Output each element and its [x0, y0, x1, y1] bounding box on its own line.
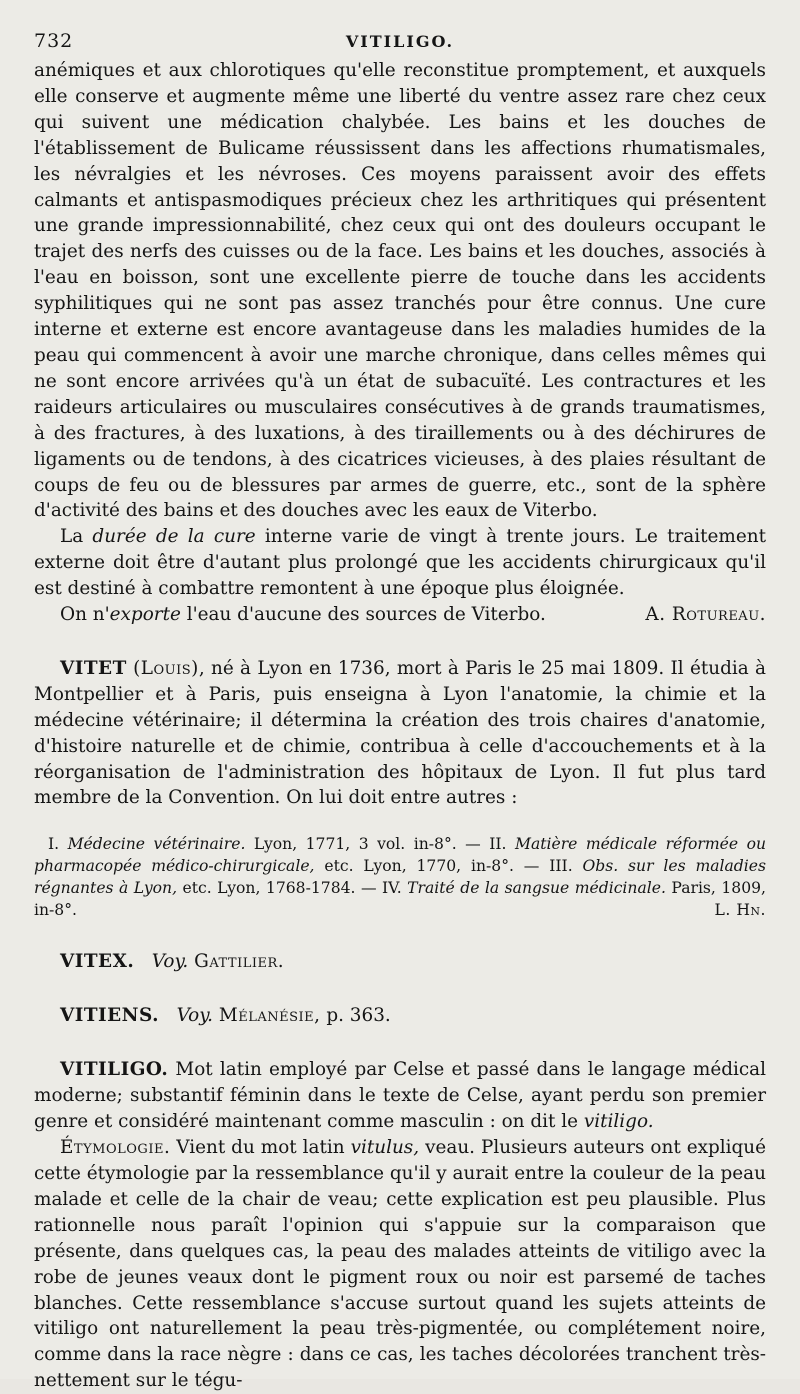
- vitet-bibliography: [34, 833, 766, 921]
- export-term: exporte: [109, 604, 181, 626]
- vitet-signature: L. Hn.: [714, 901, 766, 920]
- vitiens-entry: VITIENS. Voy. Mélanésie, p. 363.: [60, 1005, 391, 1027]
- vitiens-crossref: Mélanésie,: [218, 1005, 321, 1027]
- vitet-references: I. Médecine vétérinaire. Lyon, 1771, 3 vol. in-8°. — II. Matière médicale réformée ou pharmacopée médico-chirurgicale, etc. Lyon, 1770, in-8°. — III. Obs. sur les maladies régnantes à Lyon, etc. Lyon, 1768-1784. — IV. Traité de la sangsue médicinale. Paris, 1809, in-8°. L. Hn.: [34, 835, 767, 920]
- vitiligo-etymology: Étymologie. Vient du mot latin vitulus, veau. Plusieurs auteurs ont expliqué cette étymologie par la ressemblance qu'il y aurait entre la couleur de la peau malade et celle de la chair de veau; cette explication est peu plausible. Plus rationnelle nous paraît l'opinion qui s'appuie sur la comparaison que présente, dans quelques cas, la peau des malades atteints de vitiligo avec la robe de jeunes veaux dont le pigment roux ou noir est parsemé de taches blanches. Cette ressemblance s'accuse surtout quand les sujets atteints de vitiligo ont naturellement la peau très-pigmentée, ou complétement noire, comme dans la race nègre : dans ce cas, les taches décolorées tranchent très-nettement sur le tégu-: [34, 1137, 766, 1392]
- vitex-crossref: Gattilier.: [194, 951, 285, 973]
- cure-duration-term: durée de la cure: [92, 526, 256, 548]
- main-text: [34, 58, 766, 1394]
- viterbo-paragraph-3: On n'exporte l'eau d'aucune des sources de Viterbo. A. Rotureau.: [34, 602, 766, 628]
- viterbo-paragraph-1: anémiques et aux chlorotiques qu'elle reconstitue promptement, et auxquels elle conserve et augmente même une liberté du ventre assez rare chez ceux qui suivent une médication chalybée. Les bains et les douches de l'établissement de Bulicame réussissent dans les affections rhumatismales, les névralgies et les névroses. Ces moyens paraissent avoir des effets calmants et antispasmodiques précieux chez les arthritiques qui présentent une grande impressionnabilité, chez ceux qui ont des douleurs occupant le trajet des nerfs des cuisses ou de la face. Les bains et les douches, associés à l'eau en boisson, sont une excellente pierre de touche dans les accidents syphilitiques qui ne sont pas assez tranchés pour être connus. Une cure interne et externe est encore avantageuse dans les maladies humides de la peau qui commencent à avoir une marche chronique, dans celles mêmes qui ne sont encore arrivées qu'à un état de subacuïté. Les contractures et les raideurs articulaires ou musculaires consécutives à de grands traumatismes, à des fractures, à des luxations, à des tiraillements ou à des déchirures de ligaments ou de tendons, à des cicatrices vicieuses, à des plaies résultant de coups de feu ou de blessures par armes de guerre, etc., sont de la sphère d'activité des bains et des douches avec les eaux de Viterbo.: [34, 60, 766, 522]
- vitex-entry: VITEX. Voy. Gattilier.: [60, 951, 285, 973]
- page-header: [34, 24, 766, 58]
- page-number: 732: [34, 30, 74, 52]
- vitiligo-intro: VITILIGO. Mot latin employé par Celse et passé dans le langage médical moderne; substantif féminin dans le texte de Celse, ayant perdu son premier genre et considéré maintenant comme masculin : on dit le vitiligo.: [34, 1059, 766, 1133]
- vitet-headword: VITET: [60, 657, 127, 679]
- vitet-first-name: (Louis): [133, 657, 199, 679]
- viterbo-signature: A. Rotureau.: [645, 604, 766, 626]
- etymology-label: Étymologie.: [60, 1137, 171, 1159]
- vitet-entry: VITET (Louis), né à Lyon en 1736, mort à Paris le 25 mai 1809. Il étudia à Montpellier et à Paris, puis enseigna à Lyon l'anatomie, la chimie et la médecine vétérinaire; il détermina la création des trois chaires d'anatomie, d'histoire naturelle et de chimie, contribua à celle d'accouchements et à la réorganisation de l'administration des hôpitaux de Lyon. Il fut plus tard membre de la Convention. On lui doit entre autres :: [34, 657, 766, 809]
- vitiligo-headword: VITILIGO.: [60, 1059, 169, 1081]
- vitex-headword: VITEX.: [60, 951, 135, 973]
- vitiens-headword: VITIENS.: [60, 1005, 160, 1027]
- running-title: VITILIGO.: [345, 32, 455, 51]
- viterbo-paragraph-2: La durée de la cure interne varie de vingt à trente jours. Le traitement externe doit être d'autant plus prolongé que les accidents chirurgicaux qu'il est destiné à combattre remontent à une époque plus éloignée.: [34, 526, 766, 600]
